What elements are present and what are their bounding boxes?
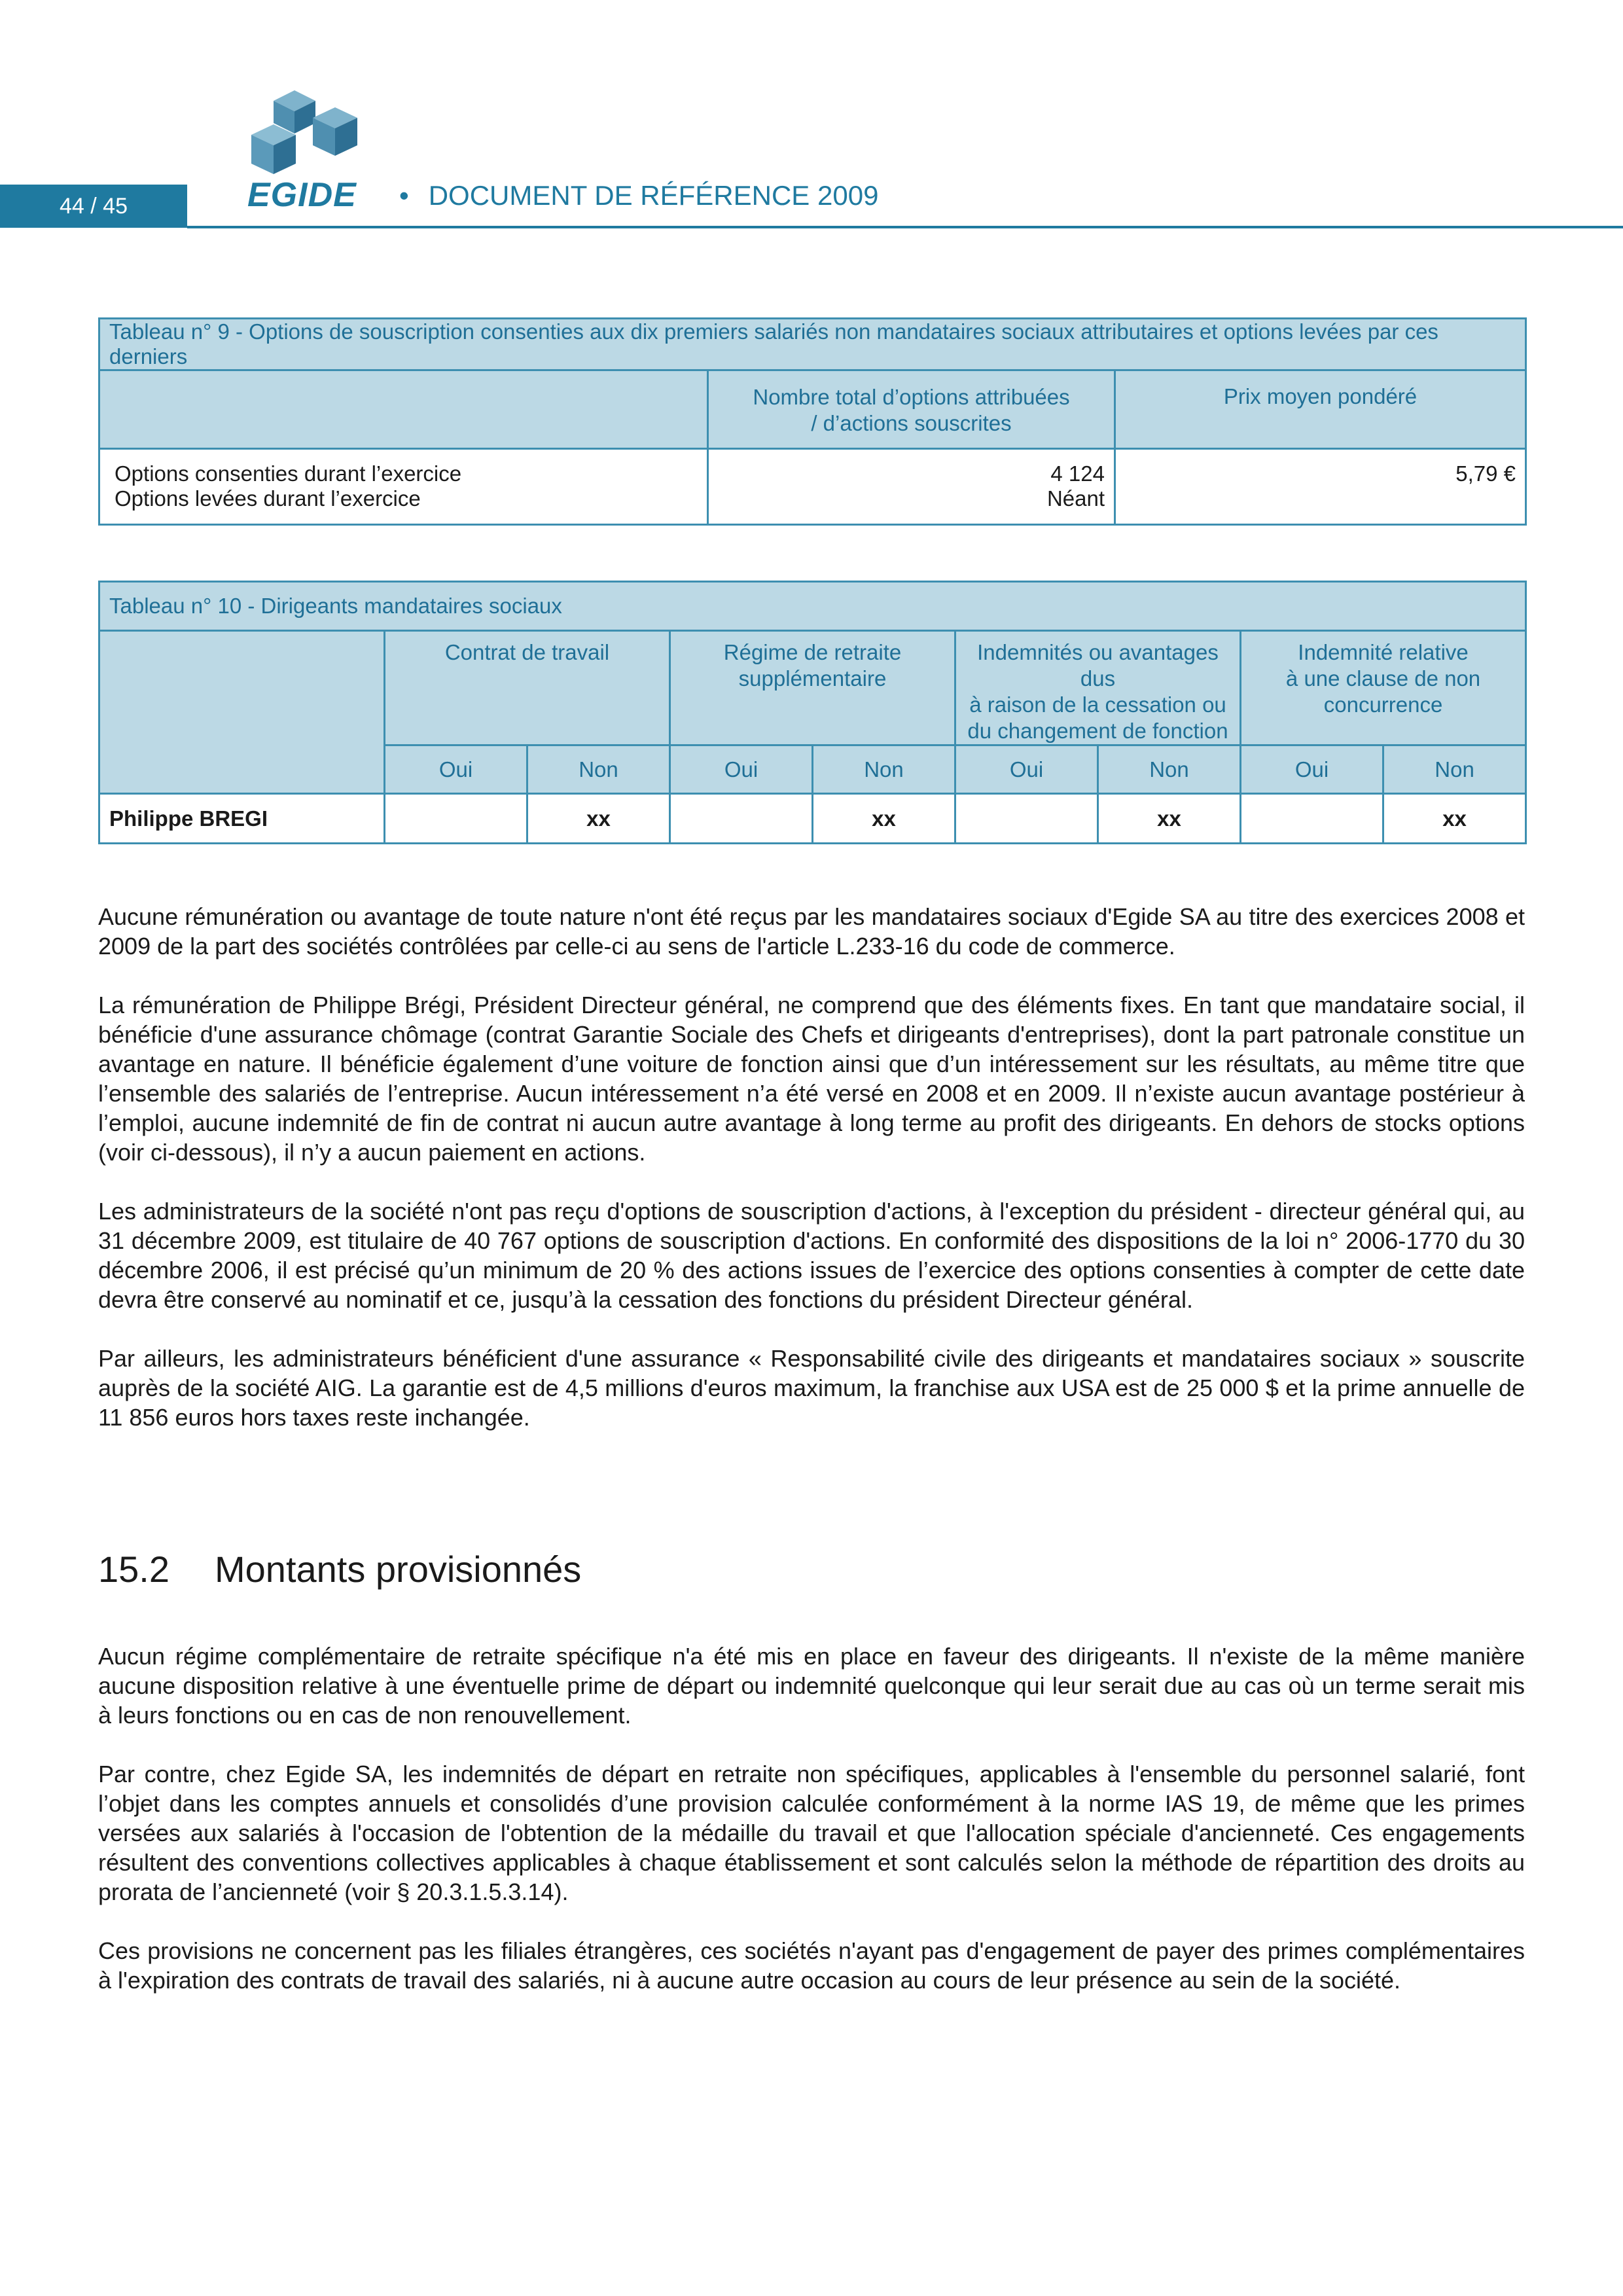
table9-row2-total: Néant [1046,486,1105,511]
section-title-text: Montants provisionnés [215,1549,582,1590]
table9-totals [708,449,1115,525]
table10-cell [385,794,527,844]
table10-mark-contrat: xx [527,794,670,844]
paragraph-indemnites-depart: Par contre, chez Egide SA, les indemnités de départ en retraite non spécifiques, applicables à l'ensemble du personnel salarié, font l’objet dans les comptes annuels et consolidés d’une provision calculée conformément à la norme IAS 19, de même que les primes versées aux salariés à l'occasion de l'obtention de la médaille du travail et que l'allocation spéciale d'ancienneté. Ces engagements résultent des conventions collectives applicables à chaque établissement et sont calculés selon la méthode de répartition des droits au prorata de l’ancienneté (voir § 20.3.1.5.3.14). [98,1761,1525,1905]
table10-non-2: Non [813,745,955,794]
table10-group-retraite [670,631,955,745]
logo-text: EGIDE [247,176,357,214]
table10-group4-line1: Indemnité relative [1298,640,1469,664]
table10-caption: Tableau n° 10 - Dirigeants mandataires sociaux [99,582,1526,631]
table9-row1-price: 5,79 € [1115,449,1526,525]
table9-col-total-header [708,370,1115,449]
table10-mark-indemnites: xx [1098,794,1241,844]
table9-caption: Tableau n° 9 - Options de souscription consenties aux dix premiers salariés non mandataires sociaux attributaires et options levées par ces derniers [99,319,1526,370]
paragraph-options-administrateurs: Les administrateurs de la société n'ont pas reçu d'options de souscription d'actions, à l'exception du président - directeur général qui, au 31 décembre 2009, est titulaire de 40 767 options de souscription d'actions. En conformité des dispositions de la loi n° 2006-1770 du 30 décembre 2006, il est précisé qu’un minimum de 20 % des actions issues de l’exercice des options consenties à compter de cette date devra être conservé au nominatif et ce, jusqu’à la cessation des fonctions du président Directeur général. [98,1198,1525,1313]
table10-group4-line3: concurrence [1323,692,1443,717]
paragraph-regime-retraite: Aucun régime complémentaire de retraite spécifique n'a été mis en place en faveur des dirigeants. Il n'existe de la même manière aucune disposition relative à une éventuelle prime de départ ou indemnité quelconque qui leur serait due au cas où un terme serait mis à leurs fonctions ou en cas de non renouvellement. [98,1643,1525,1729]
table9-col-total-line1: Nombre total d’options attribuées [753,385,1070,409]
table10-non-1: Non [527,745,670,794]
table10-oui-2: Oui [670,745,813,794]
table9-col-price-header: Prix moyen pondéré [1115,370,1526,449]
table10-cell [1241,794,1383,844]
table10-group4-line2: à une clause de non [1285,666,1481,691]
table10-mark-retraite: xx [813,794,955,844]
paragraph-remuneration-bregi: La rémunération de Philippe Brégi, Président Directeur général, ne comprend que des éléments fixes. En tant que mandataire social, il bénéficie d'une assurance chômage (contrat Garantie Sociale des Chefs et dirigeants d'entreprises), dont la part patronale constitue un avantage en nature. Il bénéficie également d’une voiture de fonction ainsi que d’un intéressement sur les résultats, au même titre que l’ensemble des salariés de l’entreprise. Aucun intéressement n’a été versé en 2008 et en 2009. Il n’existe aucun avantage postérieur à l’emploi, aucune indemnité de fin de contrat ni aucun autre avantage à long terme au profit des dirigeants. En dehors de stocks options (voir ci-dessous), il n’y a aucun paiement en actions. [98,992,1525,1166]
table10-oui-3: Oui [955,745,1098,794]
document-title-text: DOCUMENT DE RÉFÉRENCE 2009 [428,180,879,211]
table10-group2-line1: Régime de retraite [723,640,902,664]
table10-group-indemnites [955,631,1241,745]
section-number: 15.2 [98,1549,169,1590]
table10-group-non-concurrence [1241,631,1526,745]
table10-group3-line1: Indemnités ou avantages dus [977,640,1219,691]
page-indicator: 44 / 45 [0,185,187,228]
table9-empty-header [99,370,708,449]
table10-person: Philippe BREGI [99,794,385,844]
paragraph-assurance: Par ailleurs, les administrateurs bénéficient d'une assurance « Responsabilité civile des dirigeants et mandataires sociaux » souscrite auprès de la société AIG. La garantie est de 4,5 millions d'euros maximum, la franchise aux USA est de 25 000 $ et la prime annuelle de 11 856 euros hors taxes reste inchangée. [98,1345,1525,1431]
table10-group2-line2: supplémentaire [738,666,887,691]
table9-col-total-line2: / d’actions souscrites [811,411,1012,435]
table10-group1-line1: Contrat de travail [444,640,610,664]
table10-cell [670,794,813,844]
table10-oui-4: Oui [1241,745,1383,794]
table9-row2-label: Options levées durant l’exercice [115,486,421,511]
paragraph-filiales: Ces provisions ne concernent pas les filiales étrangères, ces sociétés n'ayant pas d'engagement de payer des primes complémentaires à l'expiration des contrats de travail des salariés, ni à aucune autre occasion au cours de leur présence au sein de la société. [98,1937,1525,1994]
table10-cell [955,794,1098,844]
table-dirigeants [98,581,1527,844]
table10-group3-line3: du changement de fonction [967,719,1228,743]
header-rule [187,226,1623,228]
document-title [399,180,878,211]
table9-row1-label: Options consenties durant l’exercice [115,461,462,486]
table9-row-labels [99,449,708,525]
table9-row1-total: 4 124 [1050,461,1105,486]
table10-group-contrat [385,631,670,745]
table10-mark-non-concurrence: xx [1383,794,1526,844]
table10-non-4: Non [1383,745,1526,794]
paragraph-remuneration-controlees: Aucune rémunération ou avantage de toute nature n'ont été reçus par les mandataires sociaux d'Egide SA au titre des exercices 2008 et 2009 de la part des sociétés contrôlées par celle-ci au sens de l'article L.233-16 du code de commerce. [98,903,1525,960]
table-options-souscription [98,317,1527,526]
bullet-icon: • [399,180,409,211]
table10-empty-header [99,631,385,794]
table10-non-3: Non [1098,745,1241,794]
table10-group3-line2: à raison de la cessation ou [969,692,1226,717]
table10-oui-1: Oui [385,745,527,794]
section-heading [98,1548,581,1590]
